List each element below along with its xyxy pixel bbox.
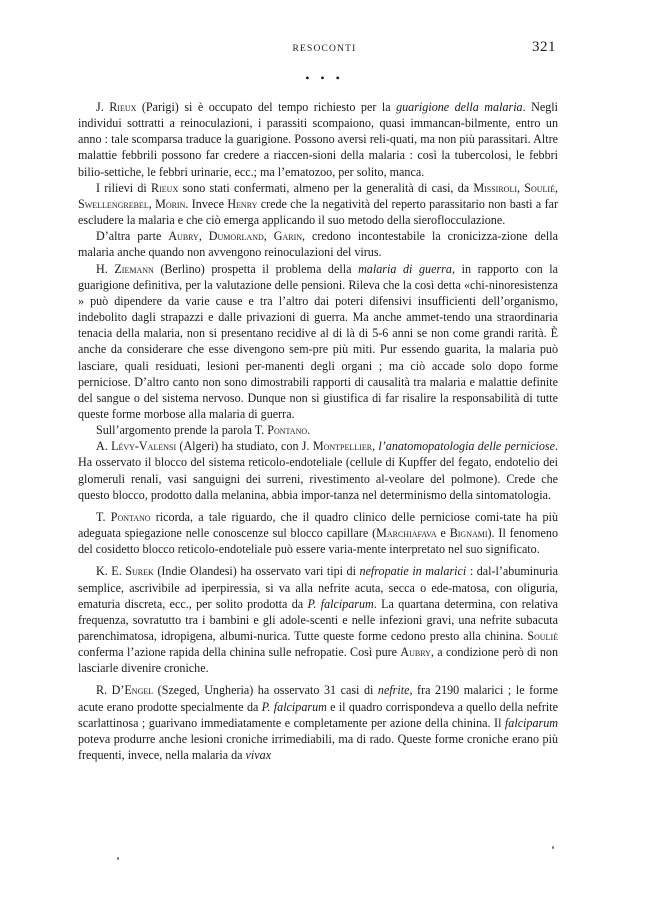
page-number: 321	[532, 39, 556, 55]
text-run: ricorda, a tale riguardo, che il quadro clinico delle perniciose comi-tate ha più adeguata spiegazione nelle conoscenze sul blocco capillare (	[78, 509, 558, 541]
emphasis: P. falciparum	[261, 699, 327, 714]
text-run: poteva produrre anche lesioni croniche irrimediabili, ma di rado. Queste forme croniche erano più frequenti, invece, nella malaria da	[78, 731, 558, 763]
author-name: Rieux	[109, 100, 137, 114]
paragraph	[78, 563, 558, 676]
text-run: , fra 2190 malarici ; le forme acute erano prodotte specialmente da	[78, 683, 558, 714]
scan-speck	[117, 857, 119, 860]
text-run: ,	[372, 439, 379, 454]
text-run: K. E.	[96, 564, 126, 579]
author-name: Pontano	[267, 423, 308, 438]
scan-speck	[552, 846, 554, 849]
author-name: Surek	[125, 564, 154, 579]
author-name: Pontano	[110, 509, 151, 524]
paragraph	[78, 682, 558, 763]
emphasis: malaria di guerra	[358, 261, 452, 276]
text-run: R. D’	[96, 683, 125, 698]
author-name: Soulié	[527, 629, 558, 643]
text-run: Sull’argomento prende la parola T.	[96, 423, 268, 438]
author-name: Missiroli, Soulié, Swellengrebel, Morin.	[78, 180, 559, 211]
text-run: . La quartana determina, con relativa frequenza, sovratutto tra i bambini e gli adole-scenti e nelle infezioni gravi, una nefrite subacuta parenchimatosa, idropigena, albumi-nurica. Tutte queste forme cedono presto alla chinina.	[78, 596, 559, 643]
text-run: T.	[96, 509, 111, 524]
text-run: , credono incontestabile la cronicizza-zione della malaria anche quando non avvengono reinoculazioni del virus.	[78, 229, 558, 260]
section-ornament: • • •	[305, 71, 344, 85]
paragraph	[78, 438, 558, 503]
author-name: Engel	[124, 683, 154, 698]
text-run: e	[436, 526, 450, 541]
text-run: (Indie Olandesi) ha osservato vari tipi di	[153, 564, 360, 579]
emphasis: nefropatie in malarici	[359, 564, 467, 579]
text-run: (Szeged, Ungheria) ha osservato 31 casi di	[153, 683, 378, 698]
author-name: Henry	[227, 196, 258, 211]
emphasis: falciparum	[504, 715, 558, 730]
text-run: . Ha osservato il blocco del sistema reticolo-endoteliale (cellule di Kupffer del fegato, endotelio dei glomeruli renali, vasi sanguigni dei surreni, rivestimento al-veolare del polmone). Crede che questo blocco, prodotto dalla melanina, abbia impor-tanza nel determinismo della sintomatologia.	[78, 439, 559, 502]
text-run: J.	[96, 100, 110, 114]
text-run: conferma l’azione rapida della chinina sulle nefropatie. Così pure	[78, 645, 401, 660]
body-text	[78, 99, 558, 763]
paragraph	[78, 422, 558, 438]
text-run: A.	[96, 439, 112, 454]
emphasis: guarigione della malaria	[396, 100, 523, 114]
text-run: crede che la negatività del reperto parassitario non basti a far escludere la malaria e che ciò emerga applicando il suo metodo della sieroflocculazione.	[78, 196, 558, 228]
emphasis: P. falciparum	[307, 596, 374, 611]
author-name: Marchiafava	[376, 526, 437, 541]
paragraph	[78, 261, 558, 423]
emphasis: vivax	[245, 748, 272, 763]
emphasis: nefrite	[377, 683, 410, 698]
text-run: , in rapporto con la guarigione definitiva, per la valutazione delle pensioni. Rileva che la così detta «chi-ninoresistenza » può dipendere da varie cause e tra l’altro dai poteri difensivi insufficienti dell’organismo, indebolito dagli strapazzi e dalle privazioni di guerra. Ma anche ammet-tendo una straordinaria tenacia della malaria, non si presentano recidive al di là di 5-6 anni se non come grandi rarità. È anche da considerare che esse divengono sem-pre più miti. Pur essendo guarita, la malaria può lasciare, quali residuati, lesioni per-manenti degli organi ; ma ciò accade solo dopo forme perniciose. D’altro canto non sono dimostrabili rapporti di causalità tra malaria e malattie definite del sangue o del sistema nervoso. Dunque non si giustifica di far risalire la responsabilità di tutte queste forme morbose alla malaria di guerra.	[78, 261, 559, 421]
emphasis: l’anatomopatologia delle perniciose	[378, 439, 555, 454]
author-name: Ziemann	[114, 261, 154, 276]
text-run: e il quadro corrispondeva a quello della nefrite scarlattinosa ; guarivano immediatamente e completamente per azione della chinina. Il	[78, 699, 559, 730]
text-run: , a condizione però di non lasciarle divenire croniche.	[78, 645, 558, 676]
author-name: Montpellier	[312, 439, 373, 454]
text-run: H.	[96, 261, 115, 276]
author-name: Bignami	[449, 526, 488, 541]
text-run: D’altra parte	[96, 229, 169, 244]
text-run: . Negli individui sottratti a reinoculazioni, i parassiti scompaiono, quasi immancan-bilmente, entro un anno : tale scomparsa traduce la guarigione. Possono aversi reli-quati, ma non più parassitari. Altre malattie febbrili possono far credere a riaccen-sioni della malaria : così la tubercolosi, le febbri bilio-settiche, le febbri urinarie, ecc.; ma l’ematozoo, per solito, manca.	[78, 100, 558, 179]
text-run: : dal-l’abuminuria semplice, ascrivibile ad iperpiressia, si va alla nefrite acuta, secca o ede-matosa, con oliguria, ematuria discreta, ecc., per solito prodotta da	[78, 564, 558, 611]
paragraph	[78, 180, 558, 228]
text-run: ). Il fenomeno del cosidetto blocco reticolo-endoteliale può essere varia-mente interpretato nel suo significato.	[78, 526, 558, 557]
text-run: (Parigi) si è occupato del tempo richiesto per la	[136, 100, 397, 114]
author-name: Aubry	[400, 645, 431, 660]
text-run: (Algeri) ha studiato, con J.	[176, 439, 313, 454]
author-name: Rieux	[151, 180, 179, 195]
running-title: RESOCONTI	[292, 44, 357, 54]
text-run: .	[307, 423, 311, 438]
text-run: I rilievi di	[96, 180, 152, 195]
text-run: sono stati confermati, almeno per la generalità di casi, da	[178, 180, 474, 195]
paragraph	[78, 228, 558, 260]
paragraph	[78, 509, 558, 557]
paragraph	[78, 99, 558, 180]
text-run: (Berlino) prospetta il problema della	[153, 261, 359, 276]
author-name: Aubry, Dumorland, Garin	[168, 229, 303, 244]
text-run: Invece	[188, 196, 228, 211]
author-name: Lévy-Valensi	[111, 439, 177, 454]
